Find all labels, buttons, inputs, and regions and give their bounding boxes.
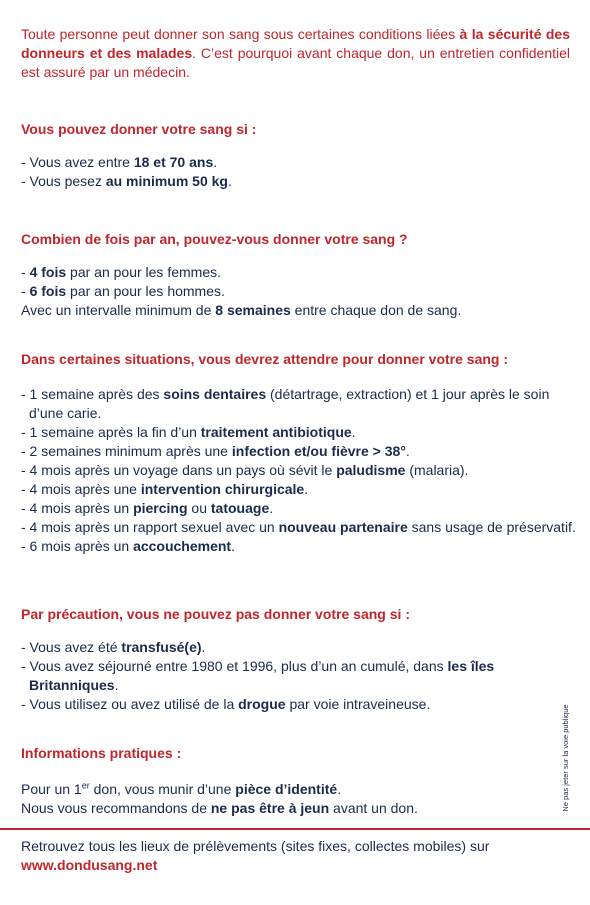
footer-text: Retrouvez tous les lieux de prélèvements (sites fixes, collectes mobiles) sur xyxy=(21,838,490,854)
list-frequency xyxy=(21,263,576,320)
list-item xyxy=(21,499,576,518)
info-line xyxy=(21,799,576,818)
side-note xyxy=(561,695,571,825)
item-text: - xyxy=(21,283,30,299)
item-text: - Vous avez séjourné entre 1980 et 1996, plus d’un an cumulé, dans xyxy=(21,658,448,674)
list-item xyxy=(21,480,576,499)
item-text: sans usage de préservatif. xyxy=(407,519,576,535)
item-text: - 4 mois après un xyxy=(21,500,134,516)
item-text: ou xyxy=(187,500,211,516)
item-text: - Vous avez été xyxy=(21,639,122,655)
list-item xyxy=(21,263,576,282)
list-item xyxy=(21,153,576,172)
item-text: - Vous utilisez ou avez utilisé de la xyxy=(21,696,239,712)
item-bold: les îles Britanniques xyxy=(29,658,495,693)
list-item xyxy=(21,385,576,423)
list-item xyxy=(21,461,576,480)
heading-eligibility: Vous pouvez donner votre sang si : xyxy=(21,121,257,137)
list-eligibility xyxy=(21,153,576,191)
item-text: . xyxy=(213,154,218,170)
item-bold: accouchement xyxy=(133,538,232,554)
item-text: - 1 semaine après des xyxy=(21,386,164,402)
item-bold: 18 et 70 ans xyxy=(133,154,214,170)
item-text: - Vous avez entre xyxy=(21,154,134,170)
list-item xyxy=(21,282,576,301)
item-text: par an pour les femmes. xyxy=(66,264,221,280)
info-text: Pour un 1 xyxy=(21,781,82,797)
list-precaution xyxy=(21,638,541,714)
item-text: - 4 mois après un voyage dans un pays où sévit le xyxy=(21,462,337,478)
item-text: (malaria). xyxy=(405,462,469,478)
item-bold: intervention chirurgicale xyxy=(140,481,305,497)
item-bold: au minimum 50 kg xyxy=(105,173,228,189)
intro-bold: à la sécurité des donneurs et des malades xyxy=(21,26,571,61)
item-text: . xyxy=(269,500,274,516)
info-sup: er xyxy=(81,780,90,791)
list-item xyxy=(21,172,576,191)
item-text: - 2 semaines minimum après une xyxy=(21,443,232,459)
item-bold: transfusé(e) xyxy=(121,639,202,655)
info-text: . xyxy=(337,781,342,797)
item-bold: paludisme xyxy=(336,462,406,478)
item-text: par an pour les hommes. xyxy=(66,283,225,299)
list-item xyxy=(21,537,576,556)
item-bold: 6 fois xyxy=(29,283,67,299)
item-bold: 4 fois xyxy=(29,264,67,280)
item-text: par voie intraveineuse. xyxy=(285,696,431,712)
item-text: - 4 mois après une xyxy=(21,481,141,497)
item-bold: traitement antibiotique xyxy=(200,424,352,440)
heading-precaution: Par précaution, vous ne pouvez pas donner votre sang si : xyxy=(21,606,410,622)
item-bold: piercing xyxy=(133,500,188,516)
info-line xyxy=(21,780,576,799)
item-text: entre chaque don de sang. xyxy=(290,302,462,318)
item-bold: 8 semaines xyxy=(215,302,291,318)
item-text: . xyxy=(201,639,206,655)
list-item xyxy=(21,638,541,657)
item-text: . xyxy=(114,677,119,693)
item-text: - 4 mois après un rapport sexuel avec un xyxy=(21,519,279,535)
item-bold: drogue xyxy=(238,696,286,712)
item-text: Avec un intervalle minimum de xyxy=(21,302,216,318)
item-bold: soins dentaires xyxy=(163,386,267,402)
list-item xyxy=(21,442,576,461)
item-bold: infection et/ou fièvre > 38° xyxy=(231,443,406,459)
item-text: (détartrage, extraction) et 1 jour après le soin d’une carie. xyxy=(29,386,550,421)
list-waiting xyxy=(21,385,576,556)
list-item xyxy=(21,423,576,442)
list-item xyxy=(21,657,541,695)
heading-frequency: Combien de fois par an, pouvez-vous donner votre sang ? xyxy=(21,231,408,247)
footer-divider xyxy=(0,828,590,830)
info-text: avant un don. xyxy=(329,800,418,816)
list-item xyxy=(21,518,576,537)
item-text: . xyxy=(231,538,235,554)
side-note-text: Ne pas jeter sur la voie publique xyxy=(561,704,570,812)
item-bold: nouveau partenaire xyxy=(278,519,408,535)
item-text: . xyxy=(405,443,410,459)
item-text: - 1 semaine après la fin d’un xyxy=(21,424,201,440)
footer xyxy=(21,837,576,875)
list-item xyxy=(21,301,576,320)
info-text: Nous vous recommandons de xyxy=(21,800,211,816)
heading-practical-info: Informations pratiques : xyxy=(21,745,182,761)
heading-waiting: Dans certaines situations, vous devrez attendre pour donner votre sang : xyxy=(21,351,509,367)
list-item xyxy=(21,695,541,714)
intro-text-1: Toute personne peut donner son sang sous certaines conditions liées xyxy=(21,26,460,42)
info-bold: pièce d’identité xyxy=(235,781,338,797)
item-text: - xyxy=(21,264,30,280)
item-text: . xyxy=(227,173,232,189)
item-text: - Vous pesez xyxy=(21,173,106,189)
intro-paragraph xyxy=(21,25,570,82)
item-text: . xyxy=(351,424,356,440)
item-text: - 6 mois après un xyxy=(21,538,134,554)
item-text: . xyxy=(304,481,309,497)
website-link[interactable]: www.dondusang.net xyxy=(21,857,158,873)
practical-info-text xyxy=(21,780,576,818)
intro-text-2: . C’est pourquoi avant chaque don, un entretien confidentiel est assuré par un médecin. xyxy=(21,45,570,80)
item-bold: tatouage xyxy=(210,500,270,516)
info-text: don, vous munir d’une xyxy=(89,781,236,797)
info-bold: ne pas être à jeun xyxy=(210,800,330,816)
